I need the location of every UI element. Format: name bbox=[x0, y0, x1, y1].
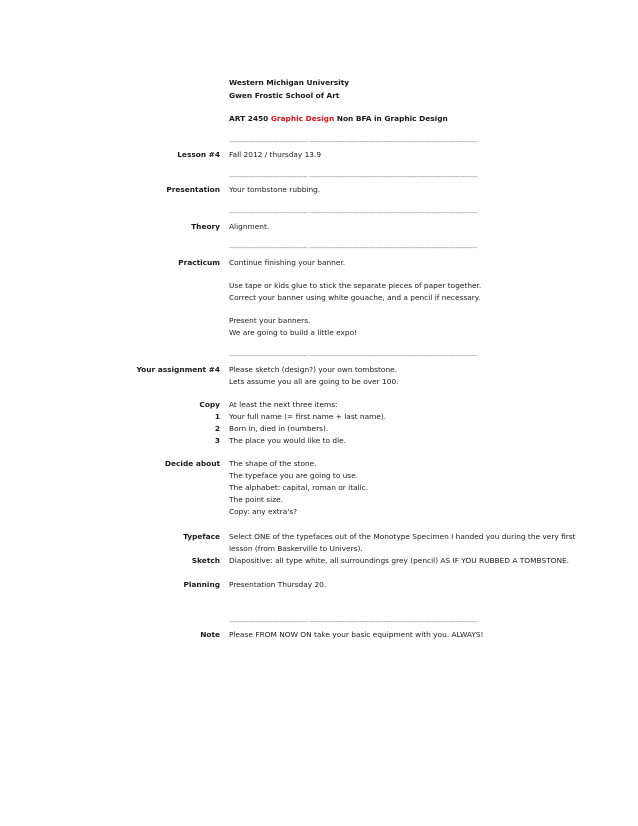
course-suffix: Non BFA in Graphic Design bbox=[336, 114, 448, 123]
practicum-line: Correct your banner using white gouache, and a pencil if necessary. bbox=[229, 293, 481, 302]
school-name: Gwen Frostic School of Art bbox=[229, 91, 340, 100]
separator: ------------------------------------ ----------------------------------------------------------------------------- bbox=[229, 352, 478, 360]
practicum-line: Present your banners. bbox=[229, 316, 311, 325]
presentation-label: Presentation bbox=[166, 185, 220, 194]
copy-item-text: Your full name (= first name + last name). bbox=[229, 412, 387, 421]
theory-label: Theory bbox=[191, 222, 220, 231]
lesson-value: Fall 2012 / thursday 13.9 bbox=[229, 150, 322, 159]
typeface-label: Typeface bbox=[183, 532, 220, 541]
copy-label: Copy bbox=[199, 400, 220, 409]
copy-item-text: Born in, died in (numbers). bbox=[229, 424, 329, 433]
assignment-line: Please sketch (design?) your own tombstone. bbox=[229, 365, 398, 374]
presentation-value: Your tombstone rubbing. bbox=[229, 185, 321, 194]
course-prefix: ART 2450 bbox=[229, 114, 269, 123]
typeface-line: Select ONE of the typefaces out of the Monotype Specimen I handed you during the very first bbox=[229, 532, 576, 541]
lesson-label: Lesson #4 bbox=[177, 150, 220, 159]
decide-line: The alphabet: capital, roman or italic. bbox=[229, 483, 369, 492]
separator: ------------------------------------ ----------------------------------------------------------------------------- bbox=[229, 138, 478, 146]
separator: ------------------------------------ ----------------------------------------------------------------------------- bbox=[229, 618, 478, 626]
separator: ------------------------------------ ----------------------------------------------------------------------------- bbox=[229, 173, 478, 181]
planning-label: Planning bbox=[183, 580, 220, 589]
decide-line: The typeface you are going to use. bbox=[229, 471, 359, 480]
course-title bbox=[229, 114, 448, 124]
copy-item-text: The place you would like to die. bbox=[229, 436, 347, 445]
copy-intro: At least the next three items: bbox=[229, 400, 338, 409]
assignment-label: Your assignment #4 bbox=[136, 365, 220, 374]
decide-line: The point size. bbox=[229, 495, 283, 504]
practicum-line: Use tape or kids glue to stick the separate pieces of paper together. bbox=[229, 281, 482, 290]
assignment-line: Lets assume you all are going to be over 100. bbox=[229, 377, 399, 386]
separator: ------------------------------------ ----------------------------------------------------------------------------- bbox=[229, 244, 478, 252]
typeface-line: lesson (from Baskerville to Univers). bbox=[229, 544, 363, 553]
theory-value: Alignment. bbox=[229, 222, 270, 231]
note-label: Note bbox=[200, 630, 220, 639]
decide-label: Decide about bbox=[164, 459, 220, 468]
university-name: Western Michigan University bbox=[229, 78, 350, 87]
sketch-value: Diapositive: all type white, all surroundings grey (pencil) AS IF YOU RUBBED A TOMBSTONE. bbox=[229, 556, 570, 565]
planning-value: Presentation Thursday 20. bbox=[229, 580, 327, 589]
note-value: Please FROM NOW ON take your basic equipment with you. ALWAYS! bbox=[229, 630, 484, 639]
copy-item-number: 2 bbox=[214, 424, 220, 433]
sketch-label: Sketch bbox=[191, 556, 220, 565]
decide-line: Copy: any extra's? bbox=[229, 507, 298, 516]
decide-line: The shape of the stone. bbox=[229, 459, 317, 468]
copy-item-number: 3 bbox=[214, 436, 220, 445]
separator: ------------------------------------ ----------------------------------------------------------------------------- bbox=[229, 209, 478, 217]
course-highlight: Graphic Design bbox=[270, 114, 335, 123]
practicum-line: Continue finishing your banner. bbox=[229, 258, 346, 267]
practicum-label: Practicum bbox=[178, 258, 220, 267]
copy-item-number: 1 bbox=[214, 412, 220, 421]
practicum-line: We are going to build a little expo! bbox=[229, 328, 358, 337]
